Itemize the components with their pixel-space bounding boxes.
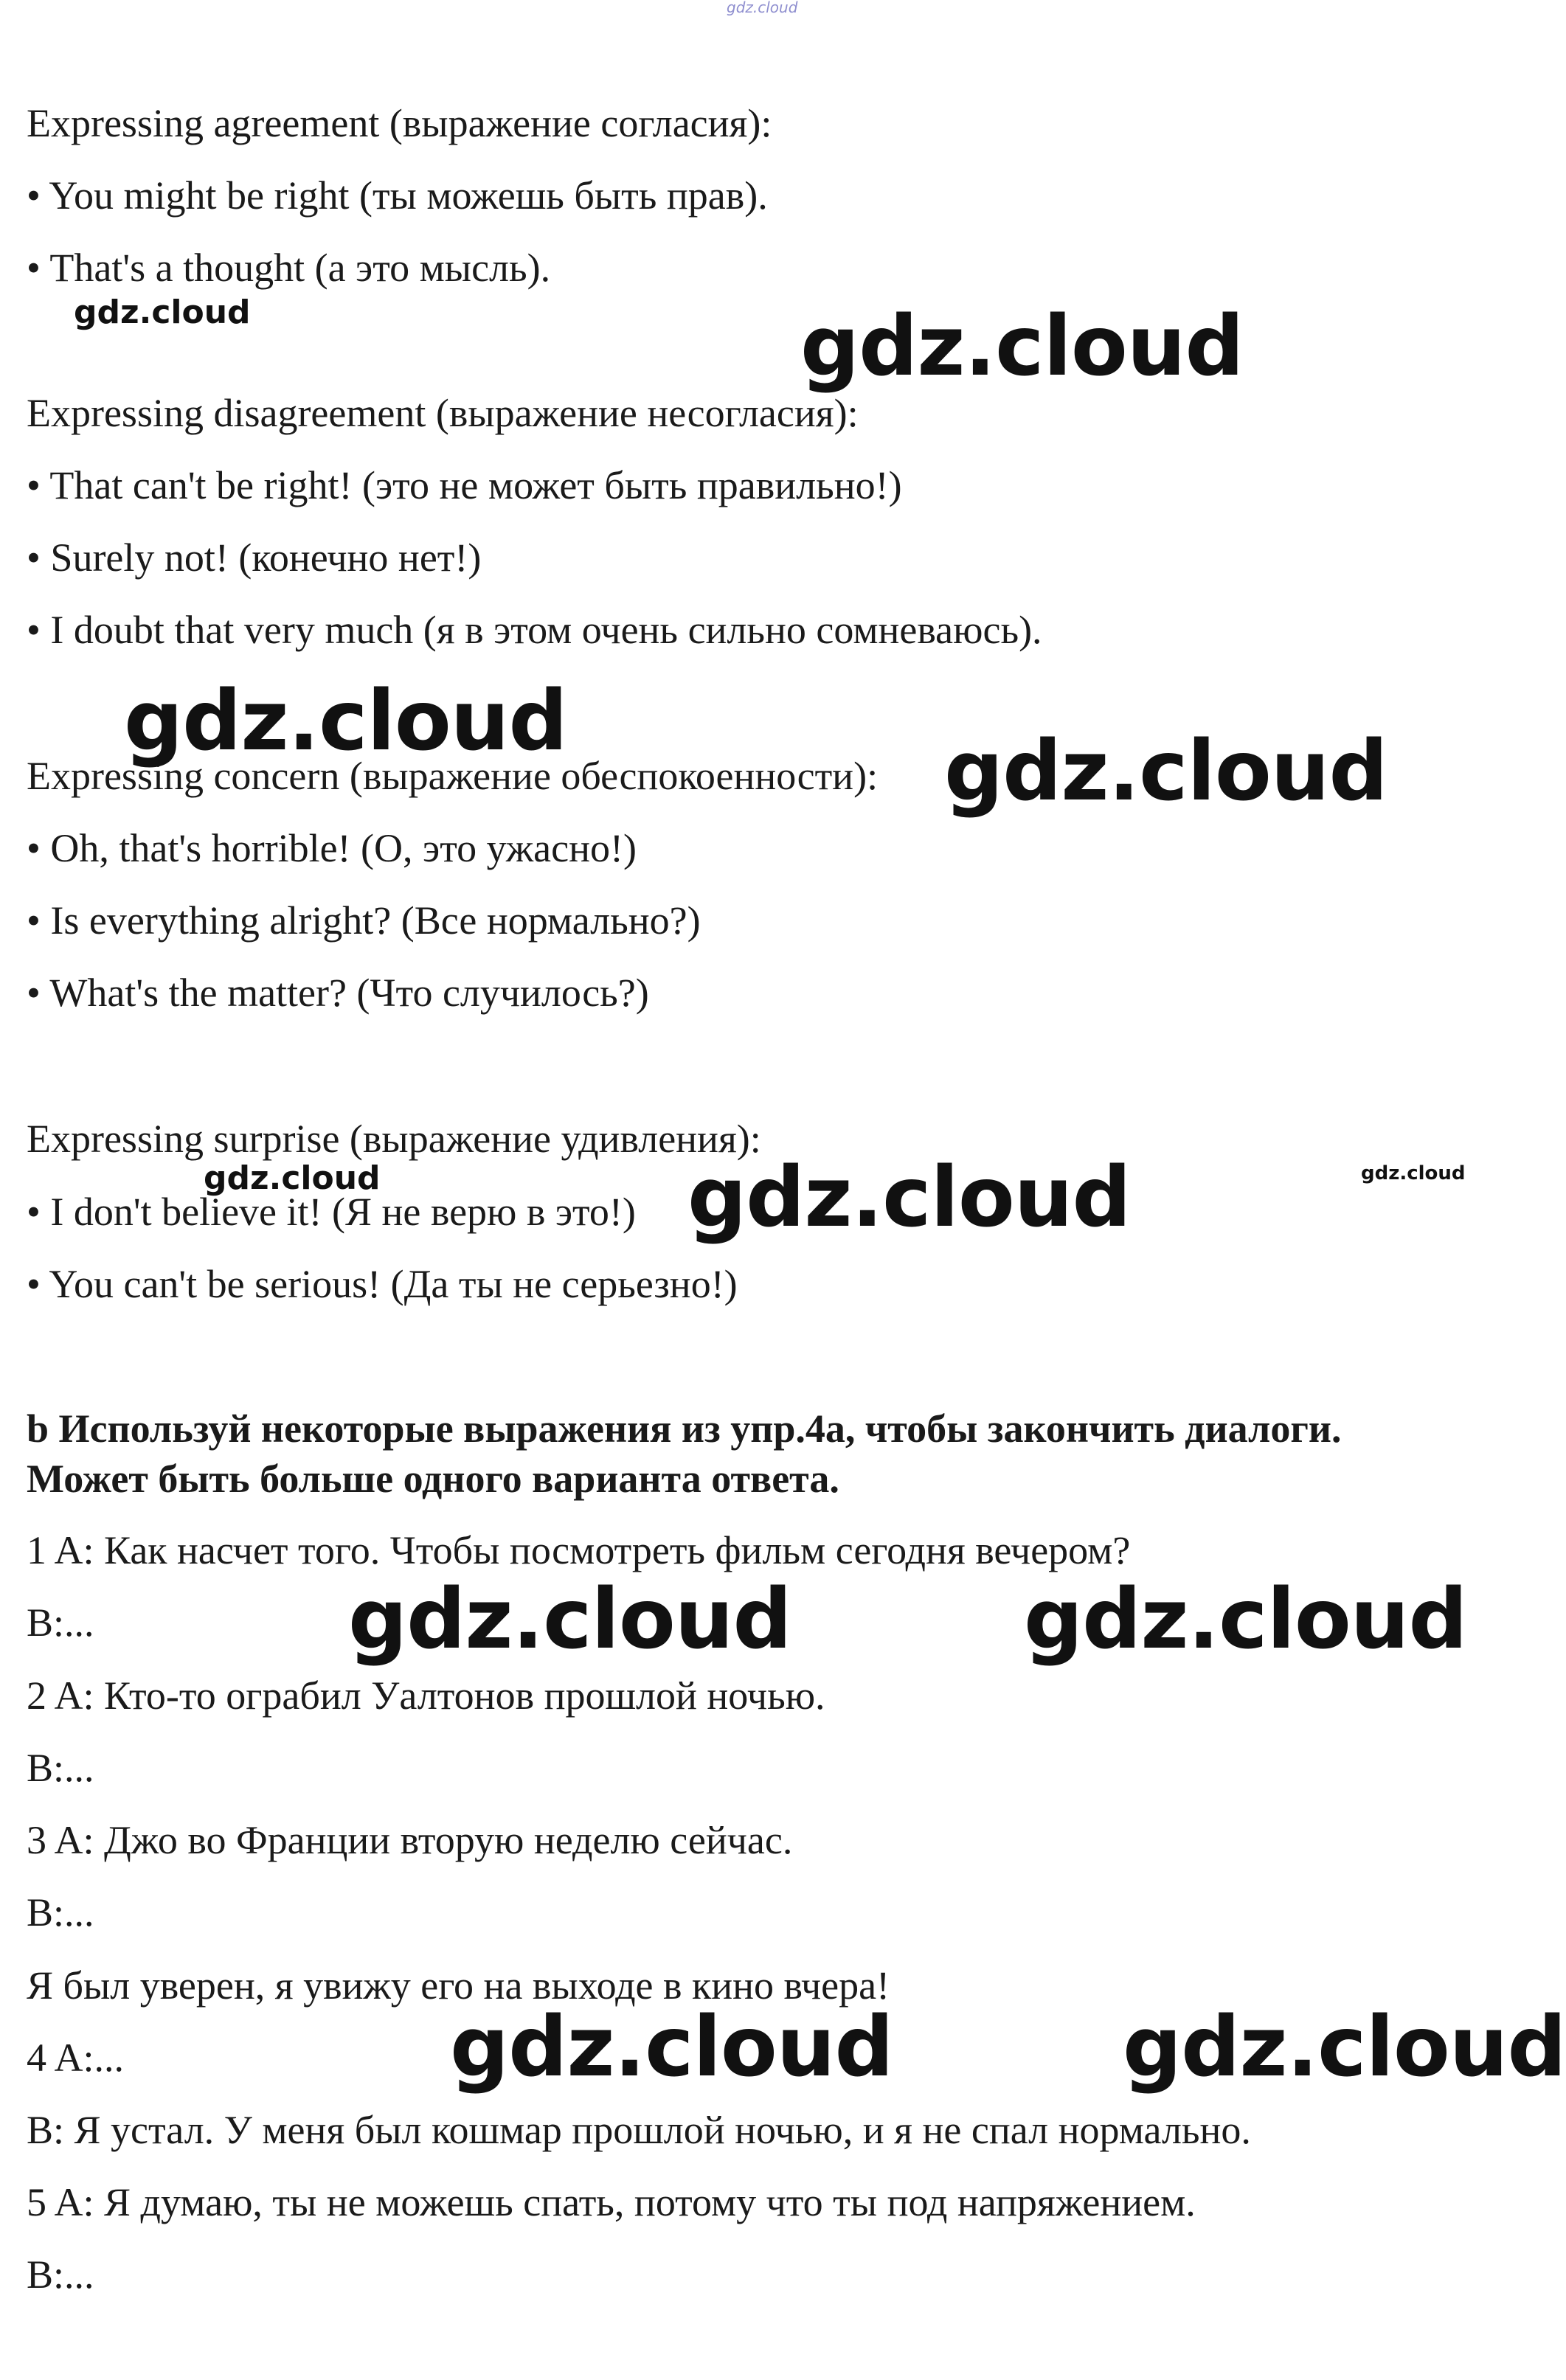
disagreement-item: • That can't be right! (это не может быть правильно!): [27, 463, 902, 507]
concern-item: • Oh, that's horrible! (О, это ужасно!): [27, 826, 637, 870]
surprise-heading: Expressing surprise (выражение удивления):: [27, 1117, 761, 1161]
dialogue-line: B:...: [27, 1746, 94, 1790]
dialogue-line: 3 A: Джо во Франции вторую неделю сейчас.: [27, 1818, 793, 1862]
dialogue-line: 5 A: Я думаю, ты не можешь спать, потому что ты под напряжением.: [27, 2180, 1196, 2224]
agreement-item: • That's a thought (а это мысль).: [27, 246, 551, 290]
concern-item: • Is everything alright? (Все нормально?): [27, 898, 701, 943]
dialogue-line: 2 A: Кто-то ограбил Уалтонов прошлой ночью.: [27, 1673, 825, 1718]
header-watermark: gdz.cloud: [727, 0, 798, 16]
concern-heading: Expressing concern (выражение обеспокоенности):: [27, 754, 879, 798]
agreement-heading: Expressing agreement (выражение согласия):: [27, 101, 772, 145]
watermark: gdz.cloud: [944, 724, 1387, 819]
watermark: gdz.cloud: [124, 673, 567, 769]
task-instruction: b Используй некоторые выражения из упр.4а, чтобы закончить диалоги.: [27, 1406, 1342, 1451]
disagreement-heading: Expressing disagreement (выражение несогласия):: [27, 391, 859, 435]
dialogue-line: 4 A:...: [27, 2036, 125, 2080]
watermark: gdz.cloud: [1361, 1162, 1466, 1184]
agreement-item: • You might be right (ты можешь быть прав).: [27, 173, 768, 218]
dialogue-line: B:...: [27, 2252, 94, 2297]
disagreement-item: • I doubt that very much (я в этом очень сильно сомневаюсь).: [27, 608, 1042, 652]
task-instruction-note: Может быть больше одного варианта ответа.: [27, 1457, 839, 1501]
dialogue-line: 1 A: Как насчет того. Чтобы посмотреть фильм сегодня вечером?: [27, 1528, 1131, 1572]
disagreement-item: • Surely not! (конечно нет!): [27, 535, 482, 580]
watermark: gdz.cloud: [800, 299, 1244, 395]
watermark: gdz.cloud: [74, 294, 251, 331]
watermark: gdz.cloud: [348, 1572, 791, 1668]
dialogue-line: B:...: [27, 1890, 94, 1935]
watermark: gdz.cloud: [687, 1150, 1131, 1246]
watermark: gdz.cloud: [204, 1159, 381, 1197]
watermark: gdz.cloud: [450, 1999, 893, 2095]
surprise-item: • I don't believe it! (Я не верю в это!): [27, 1190, 636, 1234]
dialogue-line: B: Я устал. У меня был кошмар прошлой ночью, и я не спал нормально.: [27, 2108, 1251, 2152]
dialogue-line: B:...: [27, 1600, 94, 1645]
watermark: gdz.cloud: [1123, 1999, 1566, 2095]
surprise-item: • You can't be serious! (Да ты не серьезно!): [27, 1262, 738, 1306]
dialogue-line: Я был уверен, я увижу его на выходе в кино вчера!: [27, 1963, 890, 2008]
watermark: gdz.cloud: [1024, 1572, 1467, 1668]
concern-item: • What's the matter? (Что случилось?): [27, 971, 649, 1015]
